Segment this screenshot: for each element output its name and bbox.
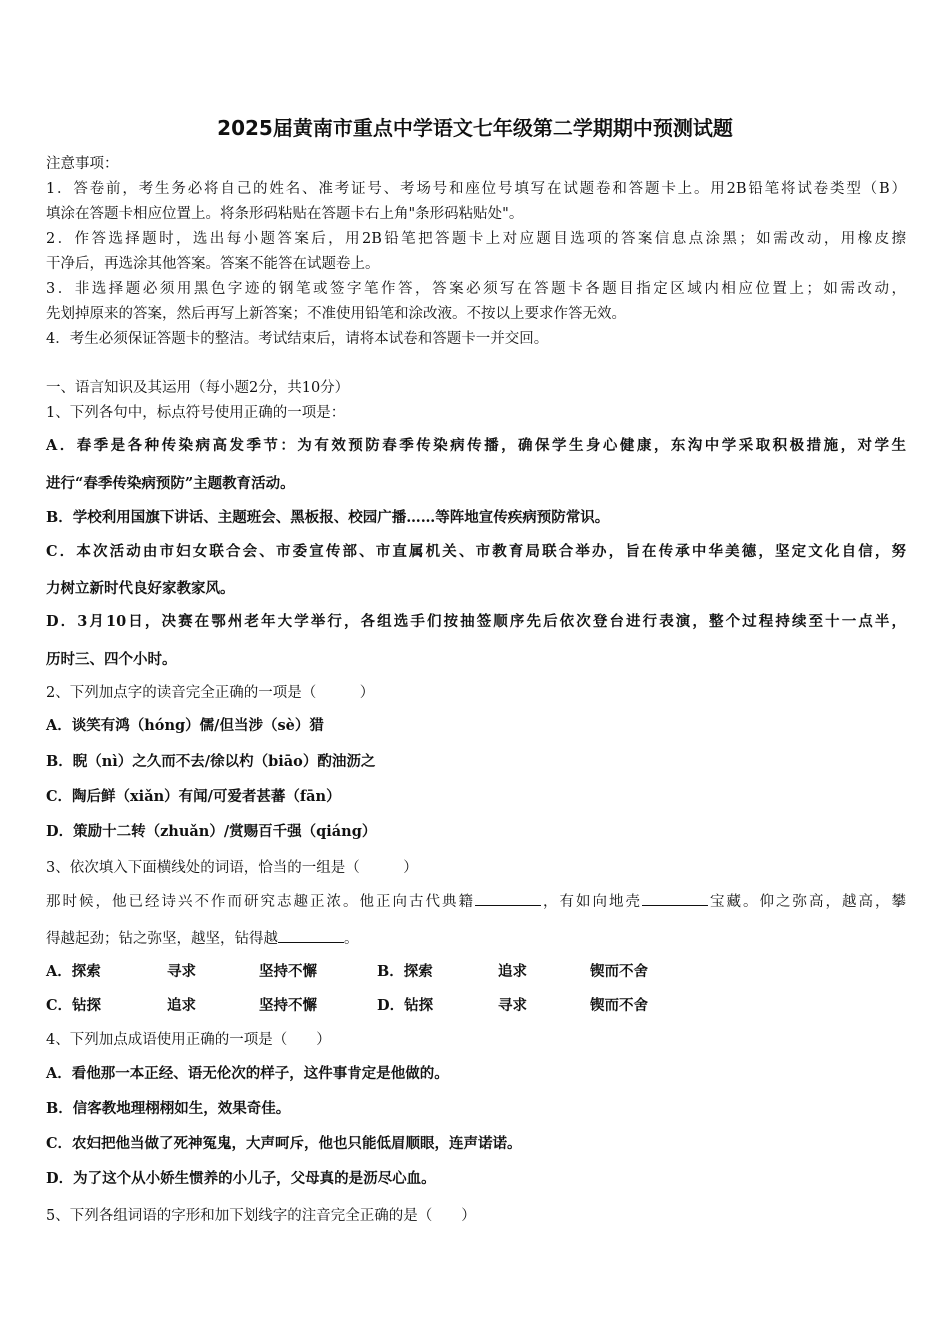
answer-blank <box>642 891 708 906</box>
question-1-option-b: B．学校利用国旗下讲话、主题班会、黑板报、校园广播……等阵地宣传疾病预防常识。 <box>46 509 610 526</box>
question-3-option-b-word: 追求 <box>498 963 527 980</box>
question-3-option-b-word: 锲而不舍 <box>590 963 648 980</box>
page-title: 2025届黄南市重点中学语文七年级第二学期期中预测试题 <box>217 116 733 140</box>
question-2-option-b: B．睨（nì）之久而不去/徐以杓（biāo）酌油沥之 <box>46 753 376 770</box>
question-3-option-d-word: 锲而不舍 <box>590 997 648 1014</box>
passage-text: 。 <box>344 931 359 947</box>
passage-text: 得越起劲；钻之弥坚，越坚，钻得越 <box>46 931 278 947</box>
notice-line: 先划掉原来的答案，然后再写上新答案；不准使用铅笔和涂改液。不按以上要求作答无效。 <box>46 306 626 322</box>
passage-text: 宝藏。仰之弥高，越高，攀 <box>708 894 906 910</box>
question-3-passage-line <box>46 890 906 911</box>
notice-line: 2．作答选择题时，选出每小题答案后，用2B铅笔把答题卡上对应题目选项的答案信息点涂黑；如需改动，用橡皮擦 <box>46 231 906 247</box>
question-1-option-a-cont: 进行“春季传染病预防”主题教育活动。 <box>46 475 295 492</box>
question-1-option-c: C．本次活动由市妇女联合会、市委宣传部、市直属机关、市教育局联合举办，旨在传承中华美德，坚定文化自信，努 <box>46 543 906 560</box>
passage-text: 那时候，他已经诗兴不作而研究志趣正浓。他正向古代典籍 <box>46 894 475 910</box>
question-1-option-d-cont: 历时三、四个小时。 <box>46 651 177 668</box>
question-4-option-a: A．看他那一本正经、语无伦次的样子，这件事肯定是他做的。 <box>46 1065 449 1082</box>
passage-text: ，有如向地壳 <box>541 894 642 910</box>
notice-line: 3．非选择题必须用黑色字迹的钢笔或签字笔作答，答案必须写在答题卡各题目指定区域内相应位置上；如需改动， <box>46 281 906 297</box>
question-4-option-c: C．农妇把他当做了死神冤鬼，大声呵斥，他也只能低眉顺眼，连声诺诺。 <box>46 1135 522 1152</box>
section-heading: 一、语言知识及其运用（每小题2分，共10分） <box>46 380 350 396</box>
question-2-option-d: D．策励十二转（zhuǎn）/赏赐百千强（qiáng） <box>46 823 377 840</box>
question-1-option-d: D．3月10日，决赛在鄂州老年大学举行，各组选手们按抽签顺序先后依次登台进行表演，整个过程持续至十一点半， <box>46 613 906 630</box>
question-3-option-c-word: 追求 <box>167 997 196 1014</box>
question-4-option-d: D．为了这个从小娇生惯养的小儿子，父母真的是沥尽心血。 <box>46 1170 436 1187</box>
question-3-option-a-word: 坚持不懈 <box>259 963 317 980</box>
question-3-option-b-label: B．探索 <box>377 963 433 980</box>
notice-line: 干净后，再选涂其他答案。答案不能答在试题卷上。 <box>46 256 380 272</box>
notice-line: 1．答卷前，考生务必将自己的姓名、准考证号、考场号和座位号填写在试题卷和答题卡上。用2B铅笔将试卷类型（B） <box>46 181 906 197</box>
question-2-option-a: A．谈笑有鸿（hóng）儒/但当涉（sè）猎 <box>46 717 324 734</box>
question-3-stem: 3、依次填入下面横线处的词语，恰当的一组是（ ） <box>46 860 418 876</box>
question-3-option-c-word: 坚持不懈 <box>259 997 317 1014</box>
question-2-stem: 2、下列加点字的读音完全正确的一项是（ ） <box>46 685 375 701</box>
answer-blank <box>278 928 344 943</box>
question-4-option-b: B．信客教地理栩栩如生，效果奇佳。 <box>46 1100 291 1117</box>
question-3-option-d-label: D．钻探 <box>377 997 434 1014</box>
question-3-passage-line <box>46 927 359 948</box>
notice-heading: 注意事项： <box>46 156 119 172</box>
notice-line: 4．考生必须保证答题卡的整洁。考试结束后，请将本试卷和答题卡一并交回。 <box>46 331 549 347</box>
question-3-option-c-label: C．钻探 <box>46 997 102 1014</box>
question-3-option-d-word: 寻求 <box>498 997 527 1014</box>
question-5-stem: 5、下列各组词语的字形和加下划线字的注音完全正确的是（ ） <box>46 1208 476 1224</box>
question-4-stem: 4、下列加点成语使用正确的一项是（ ） <box>46 1032 331 1048</box>
answer-blank <box>475 891 541 906</box>
question-2-option-c: C．陶后鲜（xiǎn）有闻/可爱者甚蕃（fān） <box>46 788 341 805</box>
question-1-stem: 1、下列各句中，标点符号使用正确的一项是： <box>46 405 346 421</box>
question-3-option-a-label: A．探索 <box>46 963 101 980</box>
question-1-option-c-cont: 力树立新时代良好家教家风。 <box>46 580 235 597</box>
question-3-option-a-word: 寻求 <box>167 963 196 980</box>
question-1-option-a: A．春季是各种传染病高发季节：为有效预防春季传染病传播，确保学生身心健康，东沟中学采取积极措施，对学生 <box>46 437 906 454</box>
notice-line: 填涂在答题卡相应位置上。将条形码粘贴在答题卡右上角"条形码粘贴处"。 <box>46 206 524 222</box>
